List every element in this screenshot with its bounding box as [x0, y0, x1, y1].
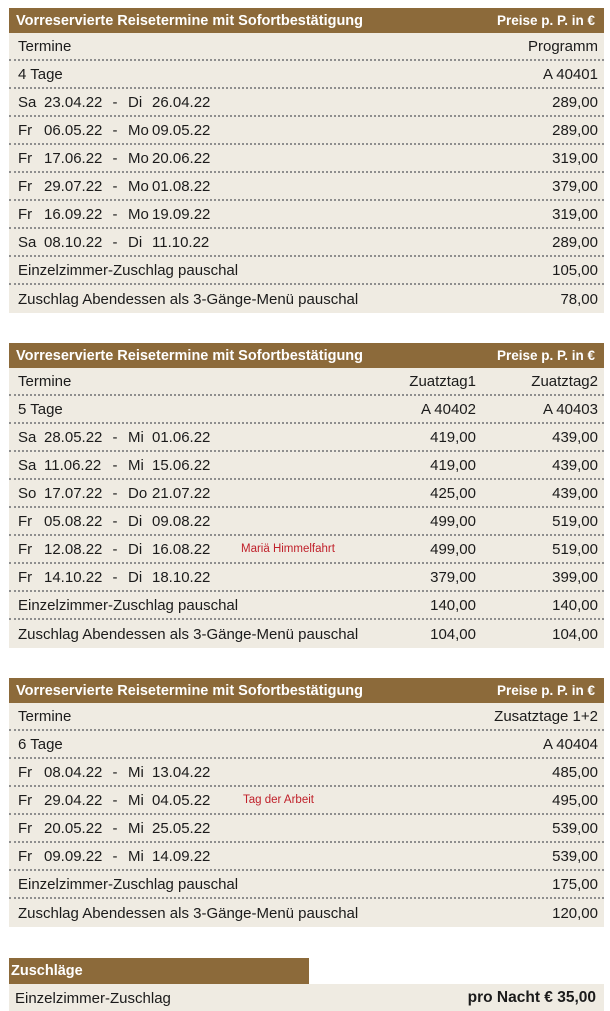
- end-weekday: Mo: [128, 149, 149, 167]
- start-weekday: Fr: [18, 540, 33, 558]
- table-row: [9, 201, 604, 229]
- start-weekday: Fr: [18, 512, 33, 530]
- date-separator: -: [112, 512, 118, 530]
- start-weekday: Sa: [18, 93, 37, 111]
- col-programm: Programm: [527, 37, 598, 55]
- price-cell: 539,00: [552, 819, 598, 837]
- start-date: 08.04.22: [44, 763, 103, 781]
- surcharge-row: [9, 620, 604, 648]
- holiday-note: Mariä Himmelfahrt: [241, 543, 335, 555]
- price-table-4-days: [9, 8, 604, 313]
- date-separator: -: [112, 205, 118, 223]
- surcharge-value: pro Nacht € 35,00: [467, 989, 596, 1006]
- price-cell: 419,00: [430, 428, 476, 446]
- col-zusatztage: Zusatztage 1+2: [494, 707, 598, 725]
- end-date: 15.06.22: [152, 456, 211, 474]
- end-weekday: Mi: [128, 763, 144, 781]
- date-rows: [9, 759, 604, 927]
- table-title: Vorreservierte Reisetermine mit Sofortbestätigung: [16, 12, 364, 29]
- end-weekday: Mi: [128, 456, 144, 474]
- table-header: [9, 678, 604, 703]
- date-separator: -: [112, 568, 118, 586]
- table-row: [9, 229, 604, 257]
- start-weekday: Sa: [18, 456, 37, 474]
- program-code: A 40404: [542, 735, 598, 753]
- start-date: 12.08.22: [44, 540, 103, 558]
- price-cell: 539,00: [552, 847, 598, 865]
- table-row: [9, 508, 604, 536]
- start-date: 09.09.22: [44, 847, 103, 865]
- price-cell: 485,00: [552, 763, 598, 781]
- start-weekday: Fr: [18, 847, 33, 865]
- start-date: 14.10.22: [44, 568, 103, 586]
- surcharge-row: [9, 285, 604, 313]
- table-header: [9, 8, 604, 33]
- date-separator: -: [112, 233, 118, 251]
- end-weekday: Mi: [128, 791, 144, 809]
- start-weekday: Fr: [18, 819, 33, 837]
- surcharge-row: [9, 257, 604, 285]
- end-weekday: Di: [128, 568, 143, 586]
- surcharge-row: [9, 592, 604, 620]
- end-weekday: Mo: [128, 121, 149, 139]
- date-range: [18, 792, 458, 809]
- date-range: [18, 513, 372, 530]
- price-unit-label: Preise p. P. in €: [496, 348, 595, 363]
- end-date: 21.07.22: [152, 484, 211, 502]
- surcharge-label: Zuschlag Abendessen als 3-Gänge-Menü pauschal: [18, 904, 359, 922]
- price-cell: 105,00: [552, 261, 598, 279]
- table-row: [9, 424, 604, 452]
- col-zusatztag1: Zuatztag1: [409, 372, 476, 390]
- col-zusatztag2: Zuatztag2: [531, 372, 598, 390]
- price-cell: 439,00: [552, 428, 598, 446]
- holiday-note: Tag der Arbeit: [243, 794, 314, 806]
- start-weekday: Fr: [18, 568, 33, 586]
- date-range: [18, 485, 372, 502]
- date-range: [18, 94, 458, 111]
- price-cell: 495,00: [552, 791, 598, 809]
- start-weekday: Fr: [18, 791, 33, 809]
- table-row: [9, 759, 604, 787]
- start-weekday: Fr: [18, 177, 33, 195]
- col-termine: Termine: [18, 372, 72, 390]
- surcharge-row: [9, 871, 604, 899]
- table-row: [9, 452, 604, 480]
- end-date: 18.10.22: [152, 568, 211, 586]
- start-date: 05.08.22: [44, 512, 103, 530]
- start-date: 20.05.22: [44, 819, 103, 837]
- price-cell: 425,00: [430, 484, 476, 502]
- end-weekday: Mo: [128, 177, 149, 195]
- start-date: 23.04.22: [44, 93, 103, 111]
- date-range: [18, 569, 372, 586]
- end-weekday: Mi: [128, 847, 144, 865]
- date-separator: -: [112, 456, 118, 474]
- start-date: 17.07.22: [44, 484, 103, 502]
- end-weekday: Di: [128, 540, 143, 558]
- date-separator: -: [112, 428, 118, 446]
- table-row: [9, 145, 604, 173]
- date-separator: -: [112, 484, 118, 502]
- surcharge-row: [9, 899, 604, 927]
- program-row: [9, 731, 604, 759]
- date-range: [18, 457, 372, 474]
- price-cell: 120,00: [552, 904, 598, 922]
- price-cell: 175,00: [552, 875, 598, 893]
- end-weekday: Mi: [128, 428, 144, 446]
- table-body: [9, 703, 604, 927]
- end-date: 19.09.22: [152, 205, 211, 223]
- price-cell: 140,00: [552, 596, 598, 614]
- table-title: Vorreservierte Reisetermine mit Sofortbestätigung: [16, 347, 364, 364]
- date-separator: -: [112, 819, 118, 837]
- price-cell: 439,00: [552, 456, 598, 474]
- surcharge-label: Zuschlag Abendessen als 3-Gänge-Menü pauschal: [18, 290, 359, 308]
- table-row: [9, 815, 604, 843]
- price-cell: 419,00: [430, 456, 476, 474]
- date-range: [18, 234, 458, 251]
- date-separator: -: [112, 847, 118, 865]
- price-cell: 399,00: [552, 568, 598, 586]
- price-cell: 289,00: [552, 93, 598, 111]
- col-termine: Termine: [18, 707, 72, 725]
- price-unit-label: Preise p. P. in €: [496, 683, 595, 698]
- start-date: 17.06.22: [44, 149, 103, 167]
- program-code: A 40401: [542, 65, 598, 83]
- price-table-5-days: [9, 343, 604, 648]
- surcharge-label: Einzelzimmer-Zuschlag pauschal: [18, 596, 239, 614]
- end-weekday: Mi: [128, 819, 144, 837]
- price-cell: 319,00: [552, 149, 598, 167]
- date-range: [18, 764, 458, 781]
- date-rows: [9, 89, 604, 313]
- date-separator: -: [112, 540, 118, 558]
- start-weekday: Sa: [18, 428, 37, 446]
- date-separator: -: [112, 121, 118, 139]
- column-header-row: [9, 33, 604, 61]
- program-row: [9, 396, 604, 424]
- end-date: 20.06.22: [152, 149, 211, 167]
- end-date: 26.04.22: [152, 93, 211, 111]
- price-cell: 104,00: [552, 625, 598, 643]
- start-date: 28.05.22: [44, 428, 103, 446]
- program-row: [9, 61, 604, 89]
- end-date: 11.10.22: [152, 233, 210, 251]
- price-cell: 439,00: [552, 484, 598, 502]
- table-body: [9, 368, 604, 648]
- price-cell: 78,00: [560, 290, 598, 308]
- price-cell: 104,00: [430, 625, 476, 643]
- end-date: 04.05.22: [152, 791, 211, 809]
- start-weekday: Fr: [18, 205, 33, 223]
- table-row: [9, 89, 604, 117]
- start-weekday: Fr: [18, 121, 33, 139]
- table-row: [9, 117, 604, 145]
- date-separator: -: [112, 763, 118, 781]
- surcharges-title: Zuschläge: [9, 958, 309, 984]
- surcharge-label: Einzelzimmer-Zuschlag pauschal: [18, 875, 239, 893]
- start-date: 29.04.22: [44, 791, 103, 809]
- duration-label: 5 Tage: [18, 400, 63, 418]
- table-row: [9, 843, 604, 871]
- price-cell: 519,00: [552, 540, 598, 558]
- end-date: 01.08.22: [152, 177, 211, 195]
- column-header-row: [9, 703, 604, 731]
- end-date: 09.08.22: [152, 512, 211, 530]
- price-cell: 289,00: [552, 233, 598, 251]
- price-cell: 379,00: [430, 568, 476, 586]
- surcharge-row: [9, 984, 604, 1011]
- date-range: [18, 150, 458, 167]
- surcharge-label: Einzelzimmer-Zuschlag: [15, 989, 171, 1007]
- end-date: 09.05.22: [152, 121, 211, 139]
- date-range: [18, 122, 458, 139]
- table-title: Vorreservierte Reisetermine mit Sofortbestätigung: [16, 682, 364, 699]
- duration-label: 4 Tage: [18, 65, 63, 83]
- date-separator: -: [112, 149, 118, 167]
- end-weekday: Di: [128, 233, 143, 251]
- table-row: [9, 564, 604, 592]
- end-date: 01.06.22: [152, 428, 211, 446]
- date-range: [18, 848, 458, 865]
- end-date: 25.05.22: [152, 819, 211, 837]
- end-date: 16.08.22: [152, 540, 211, 558]
- duration-label: 6 Tage: [18, 735, 63, 753]
- price-cell: 519,00: [552, 512, 598, 530]
- start-date: 06.05.22: [44, 121, 103, 139]
- table-body: [9, 33, 604, 313]
- start-weekday: Fr: [18, 763, 33, 781]
- end-weekday: Do: [128, 484, 148, 502]
- end-weekday: Di: [128, 512, 143, 530]
- price-unit-label: Preise p. P. in €: [496, 13, 595, 28]
- date-range: [18, 178, 458, 195]
- col-termine: Termine: [18, 37, 72, 55]
- date-range: [18, 429, 372, 446]
- price-cell: 499,00: [430, 512, 476, 530]
- price-table-6-days: [9, 678, 604, 927]
- table-row: [9, 480, 604, 508]
- surcharges-section: [9, 958, 604, 1011]
- price-cell: 499,00: [430, 540, 476, 558]
- end-weekday: Di: [128, 93, 143, 111]
- program-code: A 40402: [420, 400, 476, 418]
- end-date: 14.09.22: [152, 847, 211, 865]
- table-header: [9, 343, 604, 368]
- table-row: [9, 536, 604, 564]
- start-weekday: So: [18, 484, 37, 502]
- start-date: 16.09.22: [44, 205, 103, 223]
- table-row: [9, 173, 604, 201]
- surcharge-label: Zuschlag Abendessen als 3-Gänge-Menü pauschal: [18, 625, 359, 643]
- price-cell: 289,00: [552, 121, 598, 139]
- end-weekday: Mo: [128, 205, 149, 223]
- start-date: 29.07.22: [44, 177, 103, 195]
- start-weekday: Fr: [18, 149, 33, 167]
- date-range: [18, 820, 458, 837]
- column-header-row: [9, 368, 604, 396]
- price-cell: 379,00: [552, 177, 598, 195]
- date-range: [18, 206, 458, 223]
- start-date: 11.06.22: [44, 456, 102, 474]
- program-code: A 40403: [542, 400, 598, 418]
- price-cell: 140,00: [430, 596, 476, 614]
- date-separator: -: [112, 177, 118, 195]
- start-date: 08.10.22: [44, 233, 103, 251]
- price-cell: 319,00: [552, 205, 598, 223]
- date-rows: [9, 424, 604, 648]
- end-date: 13.04.22: [152, 763, 211, 781]
- table-row: [9, 787, 604, 815]
- date-separator: -: [112, 791, 118, 809]
- start-weekday: Sa: [18, 233, 37, 251]
- surcharge-label: Einzelzimmer-Zuschlag pauschal: [18, 261, 239, 279]
- date-separator: -: [112, 93, 118, 111]
